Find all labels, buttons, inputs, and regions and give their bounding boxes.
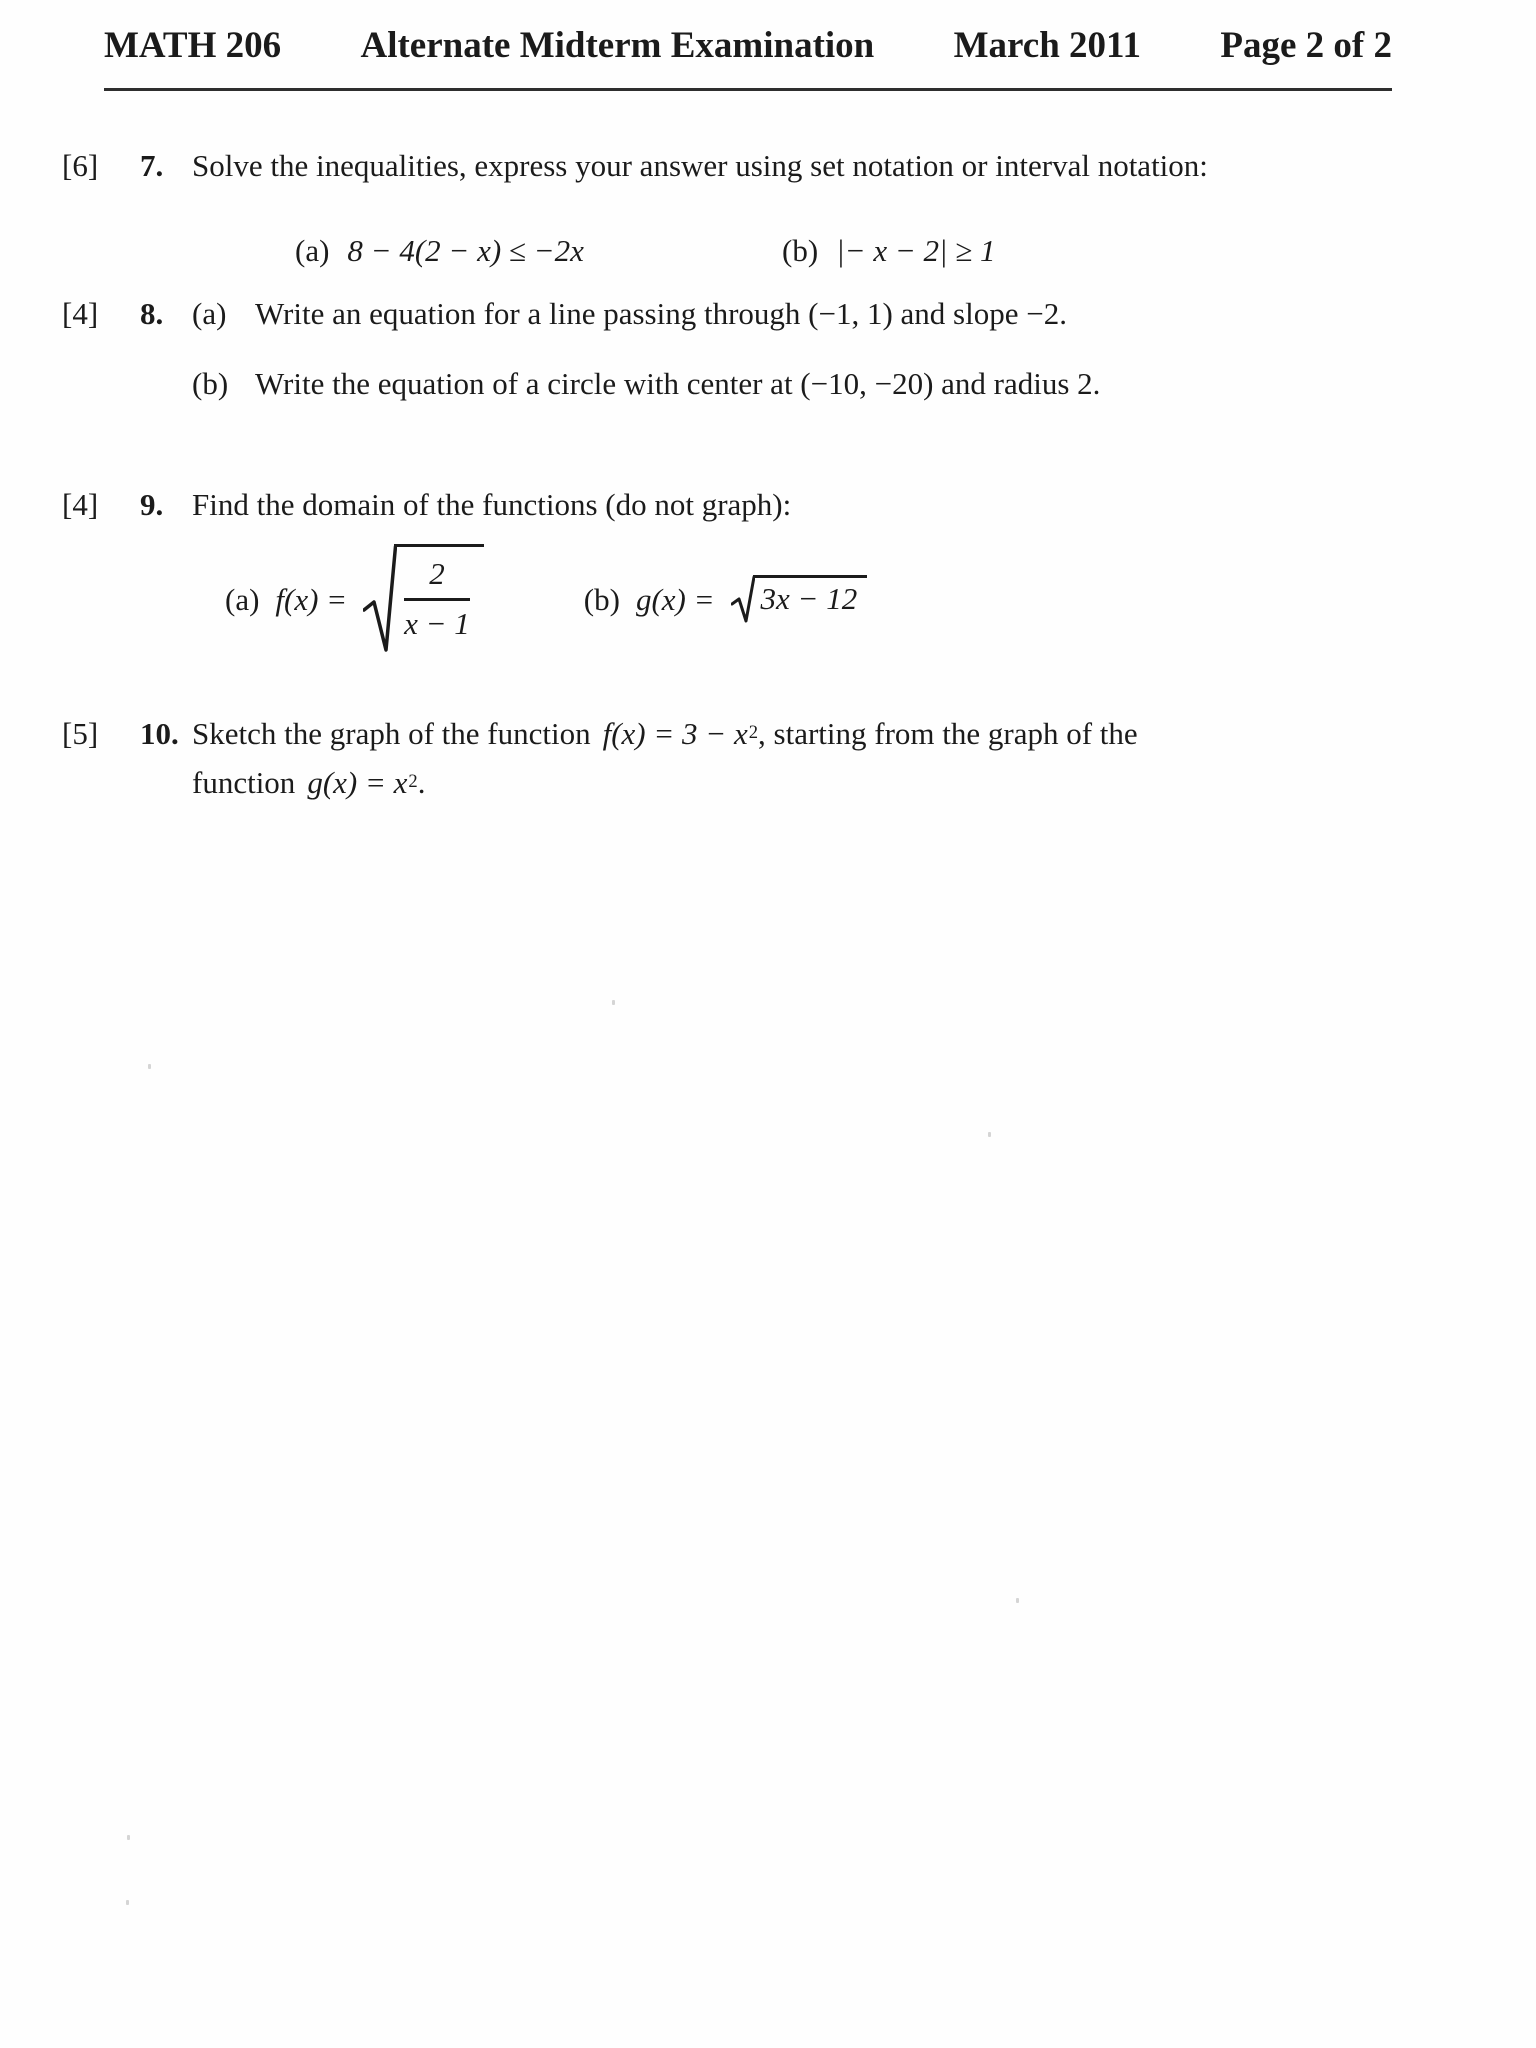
points-badge-q10: [5] xyxy=(62,716,99,751)
radicand-b: 3x − 12 xyxy=(753,575,868,619)
question-number-q9: 9. xyxy=(140,487,164,522)
scan-speckle xyxy=(612,1000,615,1005)
q7-part-a-label: (a) xyxy=(295,233,330,268)
fraction-numerator: 2 xyxy=(404,556,470,601)
q10-line2-before: function xyxy=(192,764,296,800)
points-badge-q7: [6] xyxy=(62,148,99,183)
scan-speckle xyxy=(1016,1598,1019,1603)
page-header xyxy=(104,24,1392,68)
question-10 xyxy=(62,715,1138,801)
q7-part-a xyxy=(295,233,584,269)
question-8 xyxy=(62,295,1067,334)
q9-part-b-label: (b) xyxy=(583,582,620,617)
question-9 xyxy=(62,486,791,525)
q8-part-b-label: (b) xyxy=(192,366,229,401)
q7-part-a-expression: 8 − 4(2 − x) ≤ −2x xyxy=(347,233,584,268)
scan-speckle xyxy=(126,1900,129,1905)
scan-speckle xyxy=(148,1064,151,1069)
exam-date: March 2011 xyxy=(953,25,1142,66)
question-number-q8: 8. xyxy=(140,296,164,331)
q10-exponent: 2 xyxy=(748,722,759,743)
q8-part-b-text: Write the equation of a circle with center at (−10, −20) and radius 2. xyxy=(255,366,1101,401)
q10-line1 xyxy=(62,715,1138,754)
q8-part-a-label: (a) xyxy=(192,296,227,331)
q10-base-exponent: 2 xyxy=(408,770,418,792)
q9-formulas xyxy=(225,542,867,658)
course-code: MATH 206 xyxy=(104,25,282,66)
q10-line2-after: . xyxy=(417,764,426,800)
q10-text-after: , starting from the graph of the xyxy=(758,716,1138,751)
q7-part-b xyxy=(782,233,996,269)
fraction-denominator: x − 1 xyxy=(404,606,470,641)
page-indicator: Page 2 of 2 xyxy=(1220,25,1392,66)
radical-expression-a xyxy=(363,544,484,656)
q7-part-b-expression: |− x − 2| ≥ 1 xyxy=(836,233,996,268)
q8-part-b xyxy=(192,365,1100,404)
q10-line2 xyxy=(192,765,1138,801)
q10-text-before: Sketch the graph of the function xyxy=(192,716,591,751)
scan-speckle xyxy=(127,1835,130,1840)
q9-part-a-lhs: f(x) = xyxy=(275,582,348,617)
question-7 xyxy=(62,147,1208,186)
q9-part-a-label: (a) xyxy=(225,582,260,617)
question-number-q7: 7. xyxy=(140,148,164,183)
fraction xyxy=(404,556,470,642)
q7-part-b-label: (b) xyxy=(782,233,819,268)
q8-part-a-text: Write an equation for a line passing through (−1, 1) and slope −2. xyxy=(255,296,1067,331)
question-prompt-q7: Solve the inequalities, express your answer using set notation or interval notation: xyxy=(192,148,1208,183)
scan-speckle xyxy=(988,1132,991,1137)
header-divider xyxy=(104,88,1392,91)
q10-function-expression: f(x) = 3 − x xyxy=(602,716,748,751)
q9-part-a-formula xyxy=(225,544,484,656)
points-badge-q9: [4] xyxy=(62,487,99,522)
exam-title: Alternate Midterm Examination xyxy=(360,25,875,66)
question-prompt-q9: Find the domain of the functions (do not graph): xyxy=(192,487,792,522)
question-number-q10: 10. xyxy=(140,716,179,751)
q10-line1-text xyxy=(192,715,1138,754)
radical-expression-b xyxy=(731,575,868,625)
radical-sign-icon xyxy=(731,575,755,625)
q9-part-b-formula xyxy=(584,575,867,625)
points-badge-q8: [4] xyxy=(62,296,99,331)
q10-base-function: g(x) = x xyxy=(307,764,408,800)
radicand-a xyxy=(394,544,484,642)
radical-sign-icon xyxy=(363,544,397,656)
q9-part-b-lhs: g(x) = xyxy=(635,582,715,617)
